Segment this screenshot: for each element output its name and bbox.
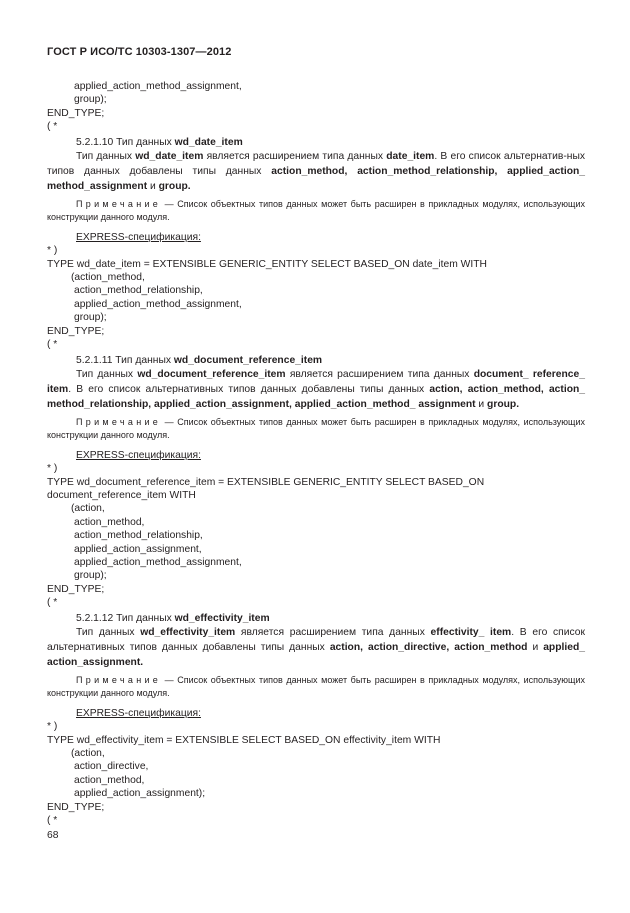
code-line: action_method, bbox=[74, 516, 145, 528]
express-spec-label: EXPRESS-спецификация: bbox=[76, 449, 201, 461]
note: Примечание — Список объектных типов данных может быть расширен в прикладных модулях, использующих конструкции данного модуля. bbox=[47, 199, 585, 223]
code-line: END_TYPE; bbox=[47, 325, 105, 337]
code-line: applied_action_assignment, bbox=[74, 543, 202, 555]
code-line: action_method, bbox=[74, 774, 145, 786]
code-line: END_TYPE; bbox=[47, 801, 105, 813]
code-line: document_reference_item WITH bbox=[47, 489, 196, 501]
section-paragraph: Тип данных wd_document_reference_item является расширением типа данных document_ reference_ item. В его список альтернативных типов данных добавлены типы данных action, action_method, action_ method_relationship, applied_action_assignment, applied_action_method_ assignment и group. bbox=[47, 368, 586, 410]
code-line: (action_method, bbox=[71, 272, 145, 284]
document-header: ГОСТ Р ИСО/ТС 10303-1307—2012 bbox=[47, 46, 232, 58]
document-body bbox=[47, 80, 585, 827]
code-line: applied_action_assignment); bbox=[74, 788, 206, 800]
code-line: group); bbox=[74, 94, 107, 106]
section-heading: 5.2.1.12 Тип данных wd_effectivity_item bbox=[76, 612, 270, 624]
section-heading: 5.2.1.11 Тип данных wd_document_reference_item bbox=[76, 354, 323, 366]
code-line: * ) bbox=[47, 463, 58, 475]
note: Примечание — Список объектных типов данных может быть расширен в прикладных модулях, использующих конструкции данного модуля. bbox=[47, 675, 585, 699]
code-line: action_directive, bbox=[74, 761, 149, 773]
code-line: (action, bbox=[71, 748, 105, 760]
code-line: ( * bbox=[47, 597, 58, 609]
code-line: END_TYPE; bbox=[47, 107, 105, 119]
page-number: 68 bbox=[47, 830, 59, 841]
code-line: * ) bbox=[47, 721, 58, 733]
code-line: TYPE wd_date_item = EXTENSIBLE GENERIC_ENTITY SELECT BASED_ON date_item WITH bbox=[47, 258, 487, 270]
note: Примечание — Список объектных типов данных может быть расширен в прикладных модулях, использующих конструкции данного модуля. bbox=[47, 416, 585, 441]
code-line: applied_action_method_assignment, bbox=[74, 556, 242, 568]
code-line: (action, bbox=[71, 503, 105, 515]
section-paragraph: Тип данных wd_effectivity_item является расширением типа данных effectivity_ item. В его список альтернативных типов данных добавлены типы данных action, action_directive, action_method и applied_ action_assignment. bbox=[47, 627, 585, 668]
code-line: TYPE wd_effectivity_item = EXTENSIBLE SELECT BASED_ON effectivity_item WITH bbox=[47, 734, 441, 746]
code-line: applied_action_method_assignment, bbox=[74, 81, 242, 92]
code-line: ( * bbox=[47, 815, 58, 827]
code-line: action_method_relationship, bbox=[74, 285, 203, 297]
code-line: applied_action_method_assignment, bbox=[74, 298, 242, 310]
express-spec-label: EXPRESS-спецификация: bbox=[76, 231, 201, 243]
code-line: group); bbox=[74, 570, 107, 582]
code-line: END_TYPE; bbox=[47, 583, 105, 595]
code-line: TYPE wd_document_reference_item = EXTENSIBLE GENERIC_ENTITY SELECT BASED_ON bbox=[47, 476, 485, 488]
code-line: ( * bbox=[47, 339, 58, 351]
code-line: * ) bbox=[47, 245, 58, 257]
code-line: group); bbox=[74, 312, 107, 324]
code-line: action_method_relationship, bbox=[74, 530, 203, 542]
express-spec-label: EXPRESS-спецификация: bbox=[76, 707, 201, 719]
section-paragraph: Тип данных wd_date_item является расширением типа данных date_item. В его список альтернатив-ных типов данных добавлены типы данных action_method, action_method_relationship, applied_action_ method_assignment и group. bbox=[47, 151, 586, 193]
code-line: ( * bbox=[47, 121, 58, 133]
section-heading: 5.2.1.10 Тип данных wd_date_item bbox=[76, 136, 243, 148]
